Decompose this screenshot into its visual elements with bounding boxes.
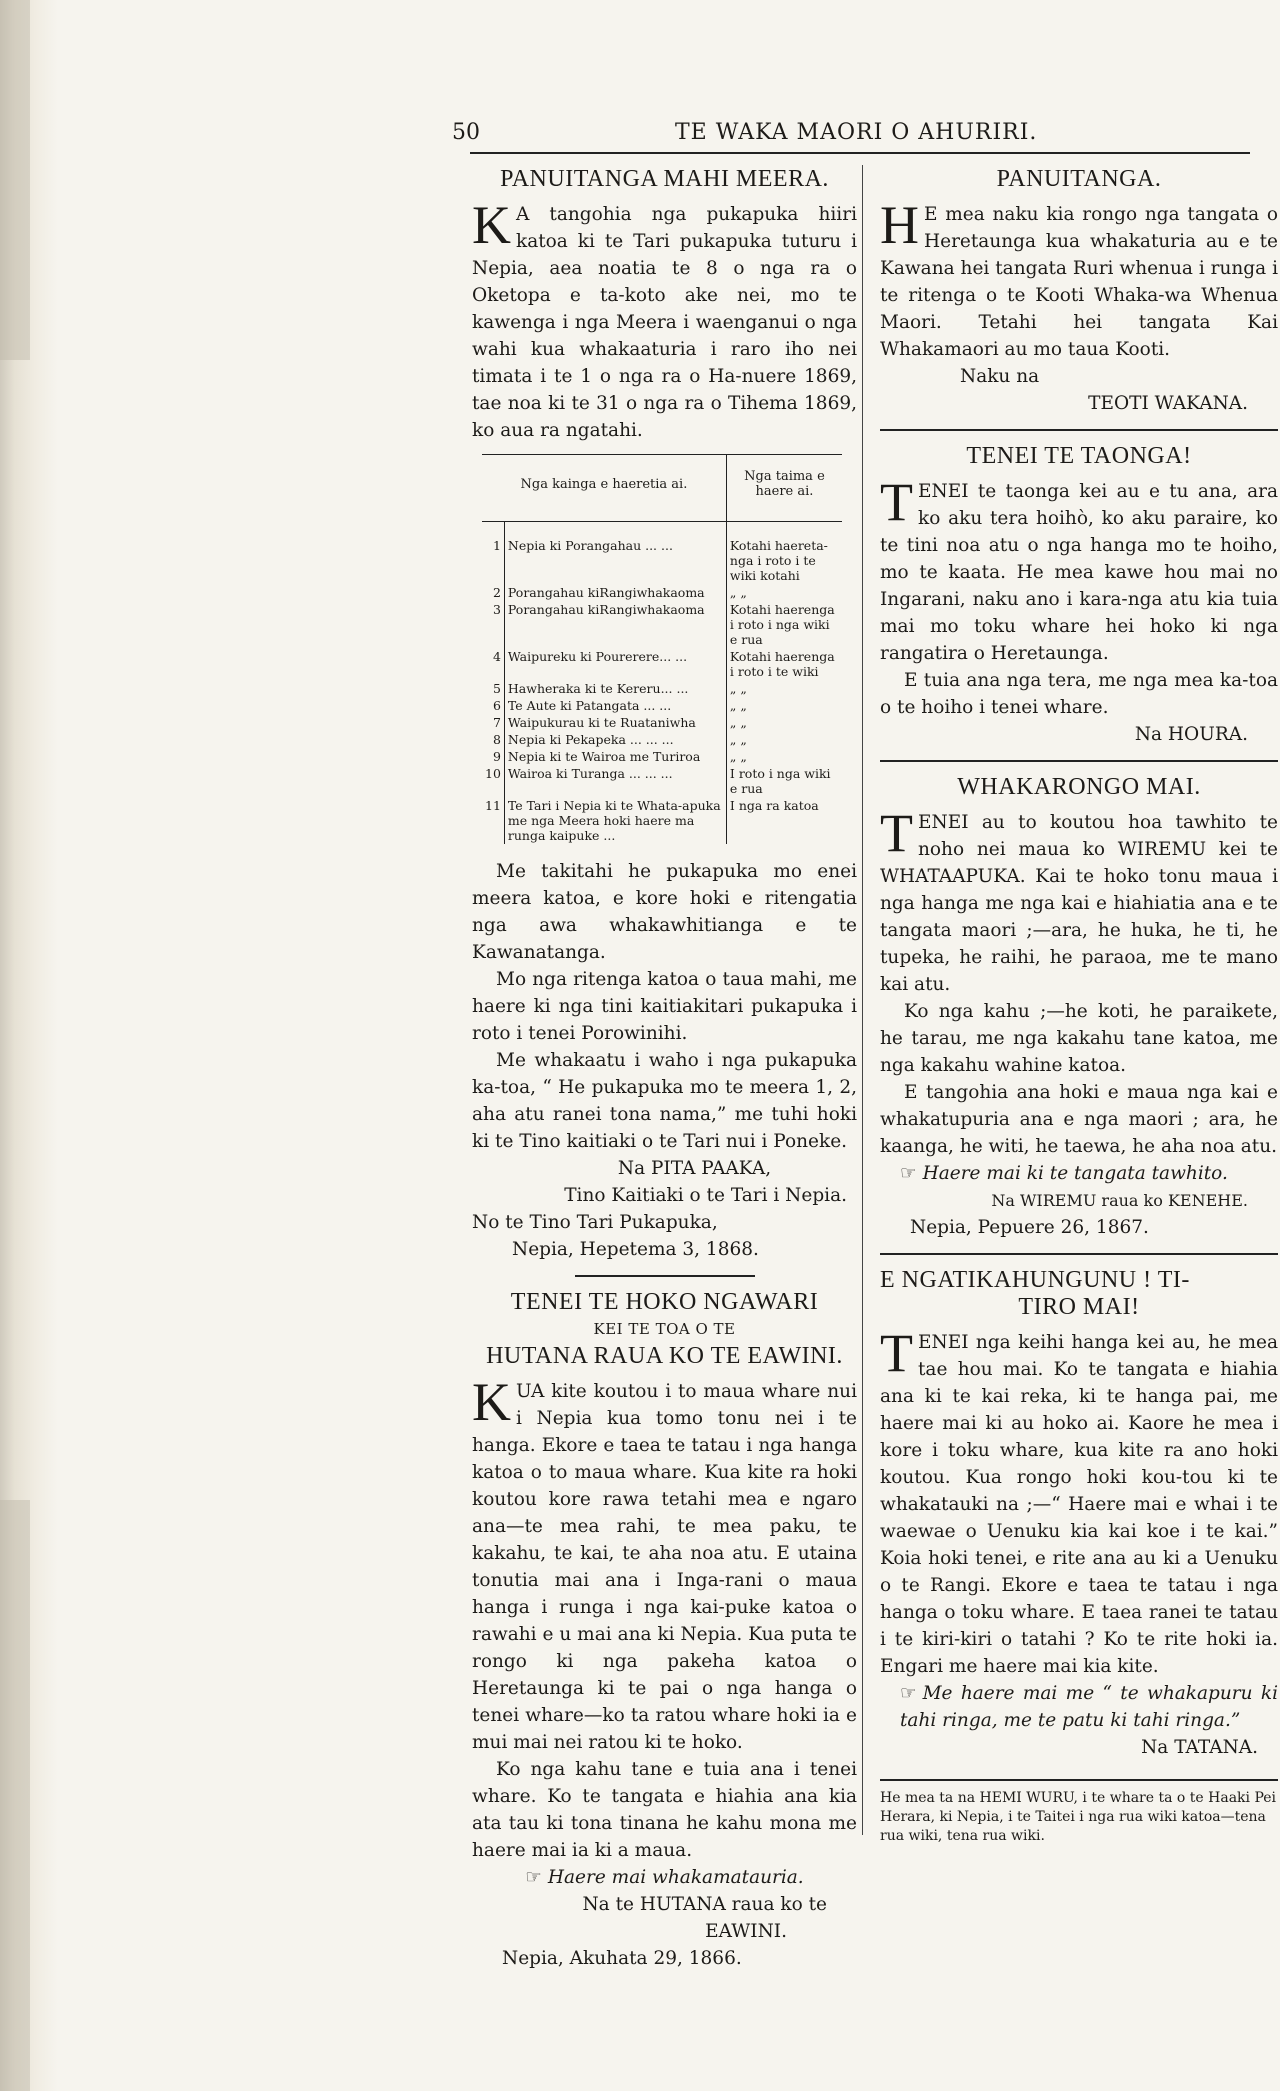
table-cell-time: Kotahi haerenga i roto i nga wiki e rua xyxy=(726,601,842,648)
table-cell-place: Hawheraka ki te Kereru... ... xyxy=(507,681,689,696)
table-row xyxy=(482,714,842,731)
notice4-title-2: TIRO MAI! xyxy=(1018,1294,1140,1320)
table-cell-num: 1 xyxy=(482,522,504,585)
table-cell-place: Wairoa ki Turanga ... ... ... xyxy=(507,766,673,781)
store-title-1: TENEI TE HOKO NGAWARI xyxy=(510,1289,819,1315)
notice4-para1 xyxy=(880,1323,1278,1680)
table-cell-place: Nepia ki Pekapeka ... ... ... xyxy=(507,732,674,747)
page-number: 50 xyxy=(452,120,480,145)
paragraph-text: E mea naku kia rongo nga tangata o Heretaunga kua whakaturia au e te Kawana hei tangata Ruri whenua i runga i te ritenga o te Kooti Whaka-wa Whenua Maori. Tetahi hei tangata Kai Whakamaori au mo taua Kooti. xyxy=(880,204,1278,360)
store-para1 xyxy=(472,1372,857,1756)
table-row xyxy=(482,748,842,765)
table-row xyxy=(482,601,842,648)
notice4-sig: Na TATANA. xyxy=(1141,1737,1258,1758)
store-title-2: KEI TE TOA O TE xyxy=(593,1320,736,1338)
notice1-para xyxy=(880,195,1278,363)
table-cell-place: Nepia ki te Wairoa me Turiroa xyxy=(507,749,701,764)
paragraph-text: ENEI te taonga kei au e tu ana, ara ko aku tera hoihò, ko aku paraire, ko te tini noa atu o nga hanga mo te hoiho, mo te kaata. He mea kawe hou mai no Ingarani, naku ano i kara-nga atu kia tuia mai mo toku whare hei hoko ki nga rangatira o Heretaunga. xyxy=(880,481,1278,664)
dropcap: T xyxy=(880,472,913,532)
dropcap: H xyxy=(880,195,919,255)
table-cell-time: I roto i nga wiki e rua xyxy=(726,765,842,797)
table-cell-time: „ „ xyxy=(726,680,842,697)
hand-note-text: Haere mai whakamatauria. xyxy=(547,1867,804,1888)
notice-surveyor xyxy=(880,166,1278,417)
section-rule xyxy=(880,429,1278,431)
table-cell-num: 8 xyxy=(482,731,504,748)
table-cell-num: 7 xyxy=(482,714,504,731)
table-cell-num: 11 xyxy=(482,797,504,844)
hand-note-text: Me haere mai me “ te whakapuru ki tahi ringa, me te patu ki tahi ringa.” xyxy=(900,1683,1278,1731)
table-row xyxy=(482,797,842,844)
notice3-para1 xyxy=(880,803,1278,998)
store-signature-2: EAWINI. xyxy=(705,1921,787,1942)
table-cell-time: „ „ xyxy=(726,714,842,731)
table-cell-time: „ „ xyxy=(726,584,842,601)
notice2-para1 xyxy=(880,472,1278,667)
pointing-hand-icon: ☞ xyxy=(525,1867,542,1888)
dropcap: T xyxy=(880,803,913,863)
masthead xyxy=(440,118,1270,150)
notice1-sig1: Naku na xyxy=(960,366,1040,387)
table-cell-time: „ „ xyxy=(726,731,842,748)
printer-note: He mea ta na HEMI WURU, i te whare ta o te Haaki Pei Herara, ki Nepia, i te Taitei i nga rua wiki katoa—tena rua wiki, tena rua wiki. xyxy=(880,1779,1278,1846)
notice-saddlery xyxy=(880,443,1278,748)
table-cell-time: I nga ra katoa xyxy=(726,797,842,844)
mail-notice-para3: Mo nga ritenga katoa o taua mahi, me haere ki nga tini kaitiakitari pukapuka i roto i tenei Porowinihi. xyxy=(472,969,857,1044)
table-cell-time: „ „ xyxy=(726,748,842,765)
table-row xyxy=(482,731,842,748)
store-para2: Ko nga kahu tane e tuia ana i tenei whare. Ko te tangata e hiahia ana kia ata tau ki tona tinana he kahu mona me haere mai ia ki a maua. xyxy=(472,1759,857,1861)
table-row xyxy=(482,697,842,714)
store-title-3: HUTANA RAUA KO TE EAWINI. xyxy=(486,1343,843,1369)
notice1-sig2: TEOTI WAKANA. xyxy=(1088,393,1248,414)
signature-title: Tino Kaitiaki o te Tari i Nepia. xyxy=(564,1185,847,1206)
mail-notice-intro xyxy=(472,195,857,444)
dropcap: K xyxy=(472,1372,511,1432)
table-cell-place: Waipureku ki Pourerere... ... xyxy=(507,649,688,664)
col-header-places: Nga kainga e haeretia ai. xyxy=(482,455,726,522)
table-cell-time: Kotahi haerenga i roto i te wiki xyxy=(726,648,842,680)
paragraph-text: ENEI au to koutou hoa tawhito te noho nei maua ko WIREMU kei te WHATAAPUKA. Kai te hoko tonu maua i nga hanga me nga kai e hiahiatia ana e te tangata maori ;—ara, he huka, he ti, he tupeka, he raihi, he paraoa, me te mano kai atu. xyxy=(880,812,1278,995)
notice3-date: Nepia, Pepuere 26, 1867. xyxy=(910,1217,1149,1238)
paragraph-text: ENEI nga keihi hanga kei au, he mea tae hou mai. Ko te tangata e hiahia ana ki te kai reka, ki te hanga pai, me haere mai ki au hoko ai. Kaore he mea i kore i toku whare, kua kite ra ano hoki koutou. Kua rongo hoki kou-tou ki te whakatauki na ;—“ Haere mai e whai i te waewae o Uenuku kia kai koe i te kai.” Koia hoki tenei, e rite ana au ki a Uenuku o te Rangi. Ekore e taea te tatau i nga hanga o toku whare. E taea ranei te tatau i te kiri-kiri o tatahi ? Ko te rite hoki ia. Engari me haere mai kia kite. xyxy=(880,1332,1278,1677)
hand-note-text: Haere mai ki te tangata tawhito. xyxy=(922,1163,1228,1184)
section-rule xyxy=(880,1253,1278,1255)
left-column xyxy=(472,160,857,1972)
header-rule xyxy=(470,152,1250,154)
scan-edge-shadow xyxy=(0,0,30,360)
mail-notice-para4: Me whakaatu i waho i nga pukapuka ka-toa, “ He pukapuka mo te meera 1, 2, aha atu ranei tona nama,” me tuhi hoki ki te Tino kaitiaki o te Tari nui i Poneke. xyxy=(472,1050,857,1152)
notice3-sig: Na WIREMU raua ko KENEHE. xyxy=(991,1191,1248,1210)
mail-notice xyxy=(472,166,857,1263)
table-cell-num: 6 xyxy=(482,697,504,714)
paragraph-text: A tangohia nga pukapuka hiiri katoa ki te Tari pukapuka tuturu i Nepia, aea noatia te 8 o nga ra o Oketopa e ta-koto ake nei, mo te kawenga i nga Meera i waenganui o nga wahi kua whakaaturia i raro iho nei timata i te 1 o nga ra o Ha-nuere 1869, tae noa ki te 31 o nga ra o Tihema 1869, ko aua ra ngatahi. xyxy=(472,204,857,441)
table-cell-place: Waipukurau ki te Ruataniwha xyxy=(507,715,696,730)
dropcap: T xyxy=(880,1323,913,1383)
notice2-title: TENEI TE TAONGA! xyxy=(966,443,1192,469)
notice-ngatikahungunu xyxy=(880,1267,1278,1761)
store-signature: Na te HUTANA raua ko te xyxy=(582,1894,827,1915)
table-row xyxy=(482,680,842,697)
table-cell-num: 3 xyxy=(482,601,504,648)
paragraph-text: UA kite koutou i to maua whare nui i Nepia kua tomo tonu nei i te hanga. Ekore e taea te tatau i nga hanga katoa o to maua whare. Kua kite ra hoki koutou kore rawa tetahi mea e ngaro ana—te mea rahi, te mea paku, te kakahu, te kai, te aha noa atu. E utaina tonutia mai ana i Inga-rani o maua hanga i runga i nga kai-puke katoa o rawahi e u mai ana ki Nepia. Kua puta te rongo ki nga pakeha katoa o Heretaunga ki te pai o nga hanga o tenei whare—ko ta ratou whare hoki ia e mui mai nei ratou ki te hoko. xyxy=(472,1381,857,1753)
section-rule xyxy=(575,1275,755,1277)
notice2-para2: E tuia ana nga tera, me nga mea ka-toa o te hoiho i tenei whare. xyxy=(880,670,1278,718)
table-cell-place: Te Aute ki Patangata ... ... xyxy=(507,698,672,713)
table-cell-num: 4 xyxy=(482,648,504,680)
store-hand-note xyxy=(472,1864,857,1891)
table-header-row xyxy=(482,455,842,522)
table-body xyxy=(482,522,842,845)
table-row xyxy=(482,522,842,585)
signature-office: No te Tino Tari Pukapuka, xyxy=(472,1212,718,1233)
notice2-sig: Na HOURA. xyxy=(1134,724,1248,745)
table-row xyxy=(482,584,842,601)
col-header-times: Nga taima e haere ai. xyxy=(726,455,842,522)
scan-edge-shadow xyxy=(0,1500,30,2091)
table-cell-num: 2 xyxy=(482,584,504,601)
table-cell-num: 5 xyxy=(482,680,504,697)
notice4-title-1: E NGATIKAHUNGUNU ! TI- xyxy=(880,1267,1190,1293)
notice4-hand-note xyxy=(880,1680,1278,1734)
scan-edge xyxy=(0,0,58,2091)
table-cell-place: Te Tari i Nepia ki te Whata-apuka me nga Meera hoki haere ma runga kaipuke ... xyxy=(507,798,721,843)
table-cell-time: „ „ xyxy=(726,697,842,714)
signature-date: Nepia, Hepetema 3, 1868. xyxy=(512,1239,759,1260)
table-row xyxy=(482,765,842,797)
mail-notice-para2: Me takitahi he pukapuka mo enei meera katoa, e kore hoki e ritengatia nga awa whakawhitianga e te Kawanatanga. xyxy=(472,861,857,963)
section-rule xyxy=(880,760,1278,762)
notice3-title: WHAKARONGO MAI. xyxy=(957,774,1201,800)
column-divider xyxy=(862,165,863,1835)
table-cell-place: Porangahau kiRangiwhakaoma xyxy=(507,602,705,617)
store-date: Nepia, Akuhata 29, 1866. xyxy=(502,1948,742,1969)
right-column xyxy=(880,160,1278,1846)
table-cell-place: Porangahau kiRangiwhakaoma xyxy=(507,585,705,600)
notice3-para2: Ko nga kahu ;—he koti, he paraikete, he tarau, me nga kakahu tane katoa, me nga kakahu wahine katoa. xyxy=(880,1001,1278,1076)
notice3-hand-note xyxy=(880,1160,1278,1187)
notice-whataapuka xyxy=(880,774,1278,1241)
mail-notice-title: PANUITANGA MAHI MEERA. xyxy=(500,166,829,192)
mail-schedule-table xyxy=(482,454,842,844)
dropcap: K xyxy=(472,195,511,255)
store-advert xyxy=(472,1289,857,1972)
table-cell-time: Kotahi haereta-nga i roto i te wiki kotahi xyxy=(726,522,842,585)
signature-name: Na PITA PAAKA, xyxy=(617,1158,772,1179)
pointing-hand-icon: ☞ xyxy=(900,1683,917,1704)
pointing-hand-icon: ☞ xyxy=(900,1163,917,1184)
notice3-para3: E tangohia ana hoki e maua nga kai e whakatupuria ana e nga maori ; ara, he kaanga, he witi, he taewa, he aha noa atu. xyxy=(880,1082,1278,1157)
table-cell-place: Nepia ki Porangahau ... ... xyxy=(507,538,673,553)
table-cell-num: 10 xyxy=(482,765,504,797)
table-row xyxy=(482,648,842,680)
paper-title: TE WAKA MAORI O AHURIRI. xyxy=(675,120,1038,145)
table-cell-num: 9 xyxy=(482,748,504,765)
notice1-title: PANUITANGA. xyxy=(996,166,1162,192)
